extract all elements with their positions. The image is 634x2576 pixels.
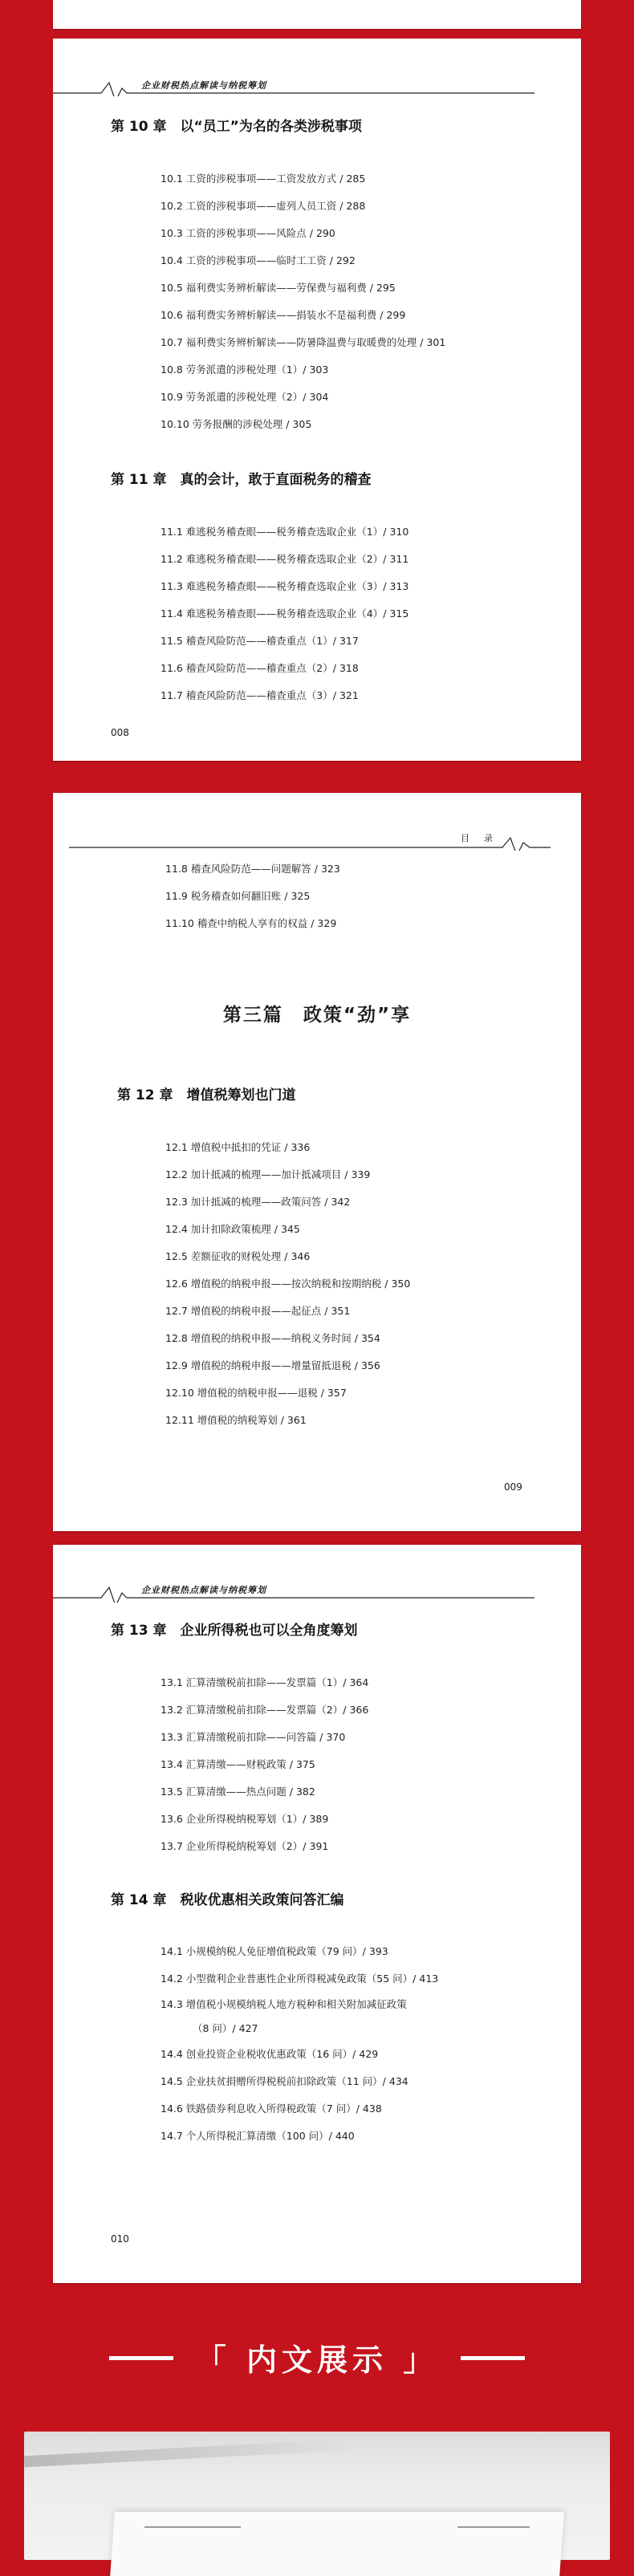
toc-entry[interactable]: 13.2 汇算清缴税前扣除——发票篇（2）/ 366 xyxy=(161,1704,369,1716)
chapter-14-entries xyxy=(161,1938,438,2150)
header-title: 企业财税热点解读与纳税筹划 xyxy=(141,1585,266,1595)
banner-title: 「 内文展示 」 xyxy=(195,2342,439,2378)
toc-entry[interactable]: 11.5 稽查风险防范——稽查重点（1）/ 317 xyxy=(161,635,359,647)
toc-entry[interactable]: 11.1 难逃税务稽查眼——税务稽查选取企业（1）/ 310 xyxy=(161,526,409,538)
toc-entry[interactable]: 11.6 稽查风险防范——稽查重点（2）/ 318 xyxy=(161,662,359,674)
toc-entry[interactable]: 11.4 难逃税务稽查眼——税务稽查选取企业（4）/ 315 xyxy=(161,607,409,620)
header-ecg-line-icon xyxy=(53,39,581,96)
toc-entry[interactable]: 11.3 难逃税务稽查眼——税务稽查选取企业（3）/ 313 xyxy=(161,580,409,592)
toc-entry[interactable]: 12.10 增值税的纳税申报——退税 / 357 xyxy=(165,1387,347,1399)
toc-entry[interactable]: 12.1 增值税中抵扣的凭证 / 336 xyxy=(165,1141,311,1153)
toc-entry[interactable]: 12.3 加计抵减的梳理——政策问答 / 342 xyxy=(165,1196,351,1208)
toc-entry[interactable]: 10.10 劳务报酬的涉税处理 / 305 xyxy=(161,418,312,430)
toc-entry[interactable]: 10.3 工资的涉税事项——风险点 / 290 xyxy=(161,227,335,239)
chapter-10-title: 第 10 章 以“员工”为名的各类涉税事项 xyxy=(111,119,362,135)
book-interior-photo xyxy=(24,2432,610,2560)
toc-entry[interactable]: 14.2 小型微利企业普惠性企业所得税减免政策（55 问）/ 413 xyxy=(161,1973,439,1985)
toc-entry[interactable]: 11.9 税务稽查如何翻旧账 / 325 xyxy=(165,890,311,902)
toc-entry[interactable]: 11.8 稽查风险防范——问题解答 / 323 xyxy=(165,863,340,875)
book-text-line xyxy=(144,2526,241,2528)
toc-page-008 xyxy=(53,39,581,761)
header-title: 企业财税热点解读与纳税筹划 xyxy=(141,80,266,91)
page-header xyxy=(53,1545,581,1603)
chapter-11-entries xyxy=(161,518,408,709)
toc-entry[interactable]: 12.7 增值税的纳税申报——起征点 / 351 xyxy=(165,1305,351,1317)
banner-line-right xyxy=(461,2356,525,2360)
page-number: 010 xyxy=(111,2233,129,2245)
chapter-11-title: 第 11 章 真的会计，敢于直面税务的稽查 xyxy=(111,472,372,488)
toc-entry[interactable]: 14.4 创业投资企业税收优惠政策（16 问）/ 429 xyxy=(161,2048,379,2060)
toc-entry-continuation: （8 问）/ 427 xyxy=(193,2022,258,2034)
toc-entry[interactable]: 13.7 企业所得税纳税筹划（2）/ 391 xyxy=(161,1840,329,1852)
toc-entry[interactable]: 14.3 增值税小规模纳税人地方税种和相关附加减征政策 xyxy=(161,1998,407,2010)
toc-entry[interactable]: 12.8 增值税的纳税申报——纳税义务时间 / 354 xyxy=(165,1332,380,1344)
toc-entry[interactable]: 14.7 个人所得税汇算清缴（100 问）/ 440 xyxy=(161,2130,355,2142)
toc-entry[interactable]: 13.6 企业所得税纳税筹划（1）/ 389 xyxy=(161,1813,329,1825)
toc-entry[interactable]: 12.5 差额征收的财税处理 / 346 xyxy=(165,1250,311,1262)
chapter-11-entries-cont xyxy=(165,855,340,937)
part-3-title: 第三篇 政策“劲”享 xyxy=(222,1005,412,1026)
page-header xyxy=(53,39,581,96)
toc-entry[interactable]: 13.3 汇算清缴税前扣除——问答篇 / 370 xyxy=(161,1731,346,1743)
toc-entry[interactable]: 12.2 加计抵减的梳理——加计抵减项目 / 339 xyxy=(165,1168,371,1180)
header-contents-label: 目录 xyxy=(461,833,507,843)
page-header xyxy=(53,793,581,851)
toc-entry[interactable]: 10.4 工资的涉税事项——临时工工资 / 292 xyxy=(161,254,356,266)
header-ecg-line-icon xyxy=(53,1545,581,1603)
toc-entry[interactable]: 10.6 福利费实务辨析解读——捐装水不是福利费 / 299 xyxy=(161,309,406,321)
chapter-13-entries xyxy=(161,1669,368,1860)
page-number: 008 xyxy=(111,727,129,738)
chapter-13-title: 第 13 章 企业所得税也可以全角度筹划 xyxy=(111,1623,358,1639)
chapter-14-title: 第 14 章 税收优惠相关政策问答汇编 xyxy=(111,1892,344,1908)
page-number: 009 xyxy=(504,1481,522,1493)
toc-entry[interactable]: 12.6 增值税的纳税申报——按次纳税和按期纳税 / 350 xyxy=(165,1278,411,1290)
section-banner xyxy=(0,2327,634,2391)
toc-entry[interactable]: 14.5 企业扶贫捐赠所得税税前扣除政策（11 问）/ 434 xyxy=(161,2075,408,2087)
toc-entry[interactable]: 12.11 增值税的纳税筹划 / 361 xyxy=(165,1414,307,1426)
chapter-12-title: 第 12 章 增值税筹划也门道 xyxy=(117,1087,296,1103)
toc-entry[interactable]: 10.9 劳务派遣的涉税处理（2）/ 304 xyxy=(161,391,329,403)
previous-page-edge xyxy=(53,0,581,29)
toc-entry[interactable]: 13.1 汇算清缴税前扣除——发票篇（1）/ 364 xyxy=(161,1676,369,1688)
toc-page-010 xyxy=(53,1545,581,2283)
open-book-image xyxy=(110,2512,564,2576)
toc-entry[interactable]: 10.1 工资的涉税事项——工资发放方式 / 285 xyxy=(161,173,366,185)
toc-entry[interactable]: 13.5 汇算清缴——热点问题 / 382 xyxy=(161,1786,315,1798)
toc-entry[interactable]: 14.1 小规模纳税人免征增值税政策（79 问）/ 393 xyxy=(161,1945,388,1957)
pen-image xyxy=(24,2440,345,2468)
toc-entry[interactable]: 10.7 福利费实务辨析解读——防暑降温费与取暖费的处理 / 301 xyxy=(161,336,446,348)
toc-entry[interactable]: 10.8 劳务派遣的涉税处理（1）/ 303 xyxy=(161,364,329,376)
toc-entry[interactable]: 10.5 福利费实务辨析解读——劳保费与福利费 / 295 xyxy=(161,282,396,294)
toc-page-009 xyxy=(53,793,581,1531)
toc-entry[interactable]: 11.2 难逃税务稽查眼——税务稽查选取企业（2）/ 311 xyxy=(161,553,409,565)
toc-entry[interactable]: 11.7 稽查风险防范——稽查重点（3）/ 321 xyxy=(161,689,359,701)
toc-entry[interactable]: 10.2 工资的涉税事项——虚列人员工资 / 288 xyxy=(161,200,366,212)
chapter-10-entries xyxy=(161,165,445,438)
toc-entry[interactable]: 11.10 稽查中纳税人享有的权益 / 329 xyxy=(165,917,337,929)
toc-entry[interactable]: 12.9 增值税的纳税申报——增量留抵退税 / 356 xyxy=(165,1359,380,1371)
toc-entry[interactable]: 12.4 加计扣除政策梳理 / 345 xyxy=(165,1223,300,1235)
book-text-line xyxy=(457,2526,530,2528)
toc-entry[interactable]: 13.4 汇算清缴——财税政策 / 375 xyxy=(161,1758,315,1770)
chapter-12-entries xyxy=(165,1134,410,1434)
toc-entry[interactable]: 14.6 铁路债券利息收入所得税政策（7 问）/ 438 xyxy=(161,2103,382,2115)
